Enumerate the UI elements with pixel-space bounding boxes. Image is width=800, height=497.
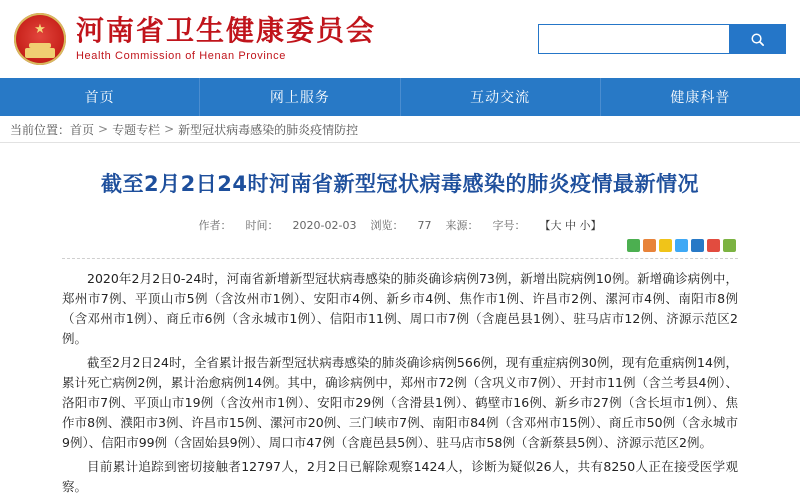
- nav-item-online-service[interactable]: 网上服务: [200, 78, 400, 116]
- breadcrumb-separator-2: >: [164, 122, 175, 136]
- article-meta: [62, 217, 738, 233]
- emblem-star-icon: ★: [34, 21, 46, 36]
- site-title-cn: 河南省卫生健康委员会: [76, 14, 377, 47]
- breadcrumb-item-current: 新型冠状病毒感染的肺炎疫情防控: [178, 122, 359, 137]
- breadcrumb-separator-1: >: [98, 122, 109, 136]
- search-icon: [750, 32, 765, 47]
- meta-time-label: 时间：: [245, 219, 279, 232]
- nav-item-home[interactable]: 首页: [0, 78, 200, 116]
- article-paragraph: 2020年2月2日0-24时，河南省新增新型冠状病毒感染的肺炎确诊病例73例，新增出院病例10例。新增确诊病例中，郑州市7例、平顶山市5例（含汝州市1例）、安阳市4例、新乡市4例、焦作市1例、许昌市2例、漯河市4例、南阳市8例（含邓州市1例）、商丘市6例（含永城市1例）、信阳市11例、周口市7例（含鹿邑县1例）、驻马店市12例、济源示范区2例。: [62, 271, 738, 346]
- meta-time-value: 2020-02-03: [292, 218, 357, 232]
- nav-item-interaction[interactable]: 互动交流: [401, 78, 601, 116]
- share-qzone-icon[interactable]: [659, 239, 672, 252]
- meta-views-label: 浏览：: [370, 219, 404, 232]
- site-header: [0, 0, 800, 78]
- breadcrumb-item-topics[interactable]: 专题专栏: [112, 122, 161, 137]
- font-size-switcher[interactable]: 【大 中 小】: [539, 219, 602, 232]
- article: [0, 143, 800, 497]
- share-wechat-icon[interactable]: [627, 239, 640, 252]
- share-print-icon[interactable]: [723, 239, 736, 252]
- search-button[interactable]: [729, 25, 785, 53]
- national-emblem-icon: [14, 13, 66, 65]
- meta-fontsize-label: 字号：: [492, 219, 526, 232]
- breadcrumb: [0, 116, 800, 143]
- meta-author-label: 作者：: [198, 219, 232, 232]
- share-qq-icon[interactable]: [675, 239, 688, 252]
- main-nav: [0, 78, 800, 116]
- share-more-icon[interactable]: [707, 239, 720, 252]
- meta-source-label: 来源：: [445, 219, 479, 232]
- search-input[interactable]: [539, 25, 729, 53]
- meta-views-value: 77: [417, 218, 432, 232]
- share-renren-icon[interactable]: [691, 239, 704, 252]
- search-box[interactable]: [538, 24, 786, 54]
- breadcrumb-prefix: 当前位置：: [10, 122, 71, 137]
- breadcrumb-item-home[interactable]: 首页: [70, 122, 95, 137]
- article-paragraph: 截至2月2日24时，全省累计报告新型冠状病毒感染的肺炎确诊病例566例，现有重症病例30例，现有危重病例14例，累计死亡病例2例，累计治愈病例14例。其中，确诊病例中，郑州市72例（含巩义市7例）、开封市11例（含兰考县4例）、洛阳市7例、平顶山市19例（含汝州市1例）、安阳市29例（含滑县1例）、鹤壁市16例、新乡市27例（含长垣市1例）、焦作市8例、濮阳市3例、许昌市15例、漯河市20例、三门峡市7例、南阳市84例（含邓州市15例）、商丘市50例（含永城市9例）、信阳市99例（含固始县9例）、周口市47例（含鹿邑县5例）、驻马店市58例（含新蔡县5例）、济源示范区2例。: [62, 355, 739, 450]
- share-bar: [62, 239, 738, 252]
- nav-item-health-science[interactable]: 健康科普: [670, 90, 731, 106]
- site-title-en: Health Commission of Henan Province: [76, 50, 286, 62]
- share-weibo-icon[interactable]: [643, 239, 656, 252]
- article-divider: [62, 258, 738, 259]
- page-title: 截至2月2日24时河南省新型冠状病毒感染的肺炎疫情最新情况: [101, 172, 699, 196]
- emblem-gear-icon: [25, 48, 55, 58]
- article-paragraph: 目前累计追踪到密切接触者12797人，2月2日已解除观察1424人，诊断为疑似26人，共有8250人正在接受医学观察。: [62, 459, 738, 494]
- site-titles: [76, 14, 376, 64]
- article-body: [62, 269, 738, 497]
